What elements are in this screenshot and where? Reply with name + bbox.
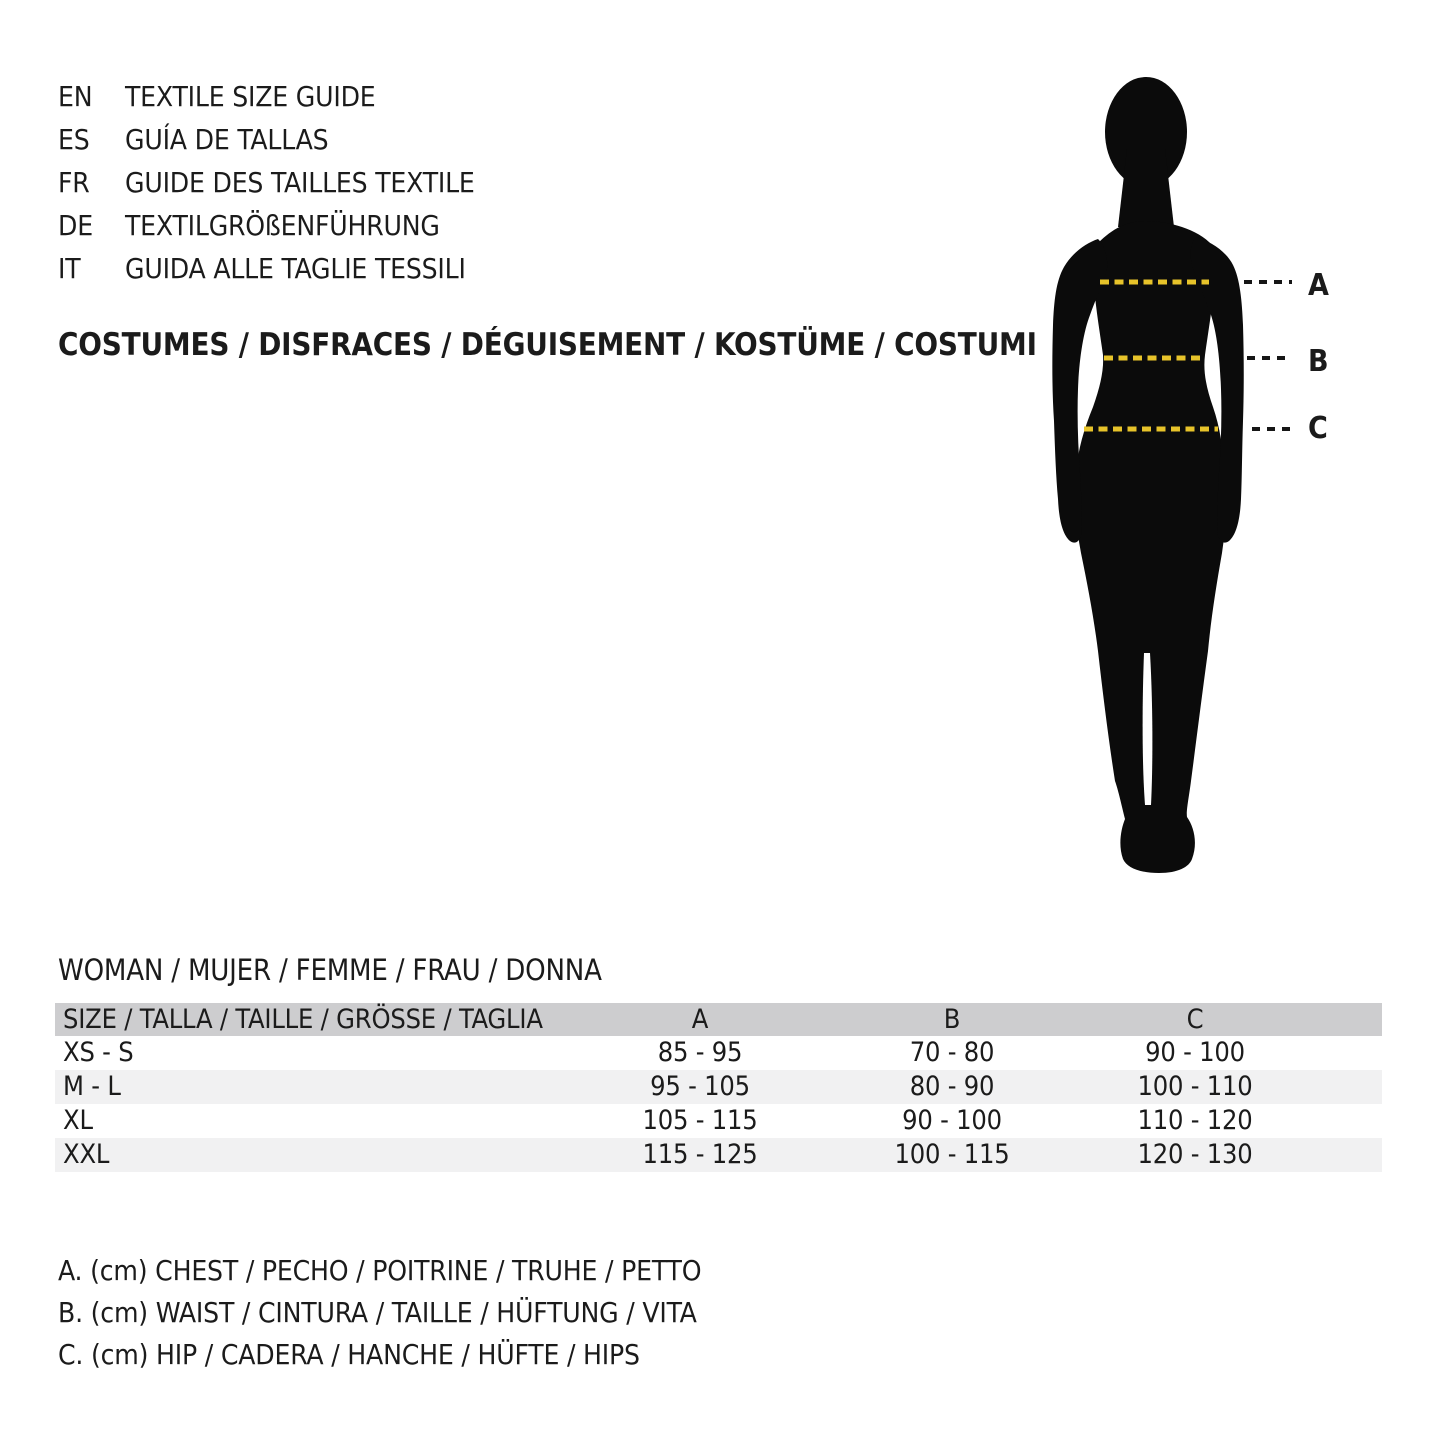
woman-silhouette-diagram bbox=[1000, 75, 1340, 885]
lang-title: GUIDA ALLE TAGLIE TESSILI bbox=[125, 252, 466, 285]
size-cell: XL bbox=[63, 1105, 93, 1136]
table-row-xs-s bbox=[55, 1036, 1382, 1070]
lang-title: TEXTILE SIZE GUIDE bbox=[125, 80, 376, 113]
size-cell: XS - S bbox=[63, 1037, 134, 1068]
lang-row-es bbox=[58, 125, 475, 168]
size-table bbox=[55, 1003, 1382, 1172]
legend-waist: B. (cm) WAIST / CINTURA / TAILLE / HÜFTUNG / VITA bbox=[58, 1296, 697, 1329]
legend-hip: C. (cm) HIP / CADERA / HANCHE / HÜFTE / HIPS bbox=[58, 1338, 640, 1371]
hip-range-cell: 120 - 130 bbox=[1137, 1139, 1253, 1170]
lang-code: DE bbox=[58, 209, 93, 242]
table-row-xl bbox=[55, 1104, 1382, 1138]
between-legs-gap bbox=[1143, 653, 1153, 805]
marker-label-a: A bbox=[1308, 268, 1329, 303]
column-header-c: C bbox=[1186, 1003, 1204, 1035]
marker-label-c: C bbox=[1308, 411, 1328, 446]
lang-code: FR bbox=[58, 166, 90, 199]
waist-range-cell: 70 - 80 bbox=[909, 1037, 995, 1068]
column-header-a: A bbox=[691, 1003, 709, 1035]
category-title: COSTUMES / DISFRACES / DÉGUISEMENT / KOSTÜME / COSTUMI bbox=[58, 327, 1037, 363]
lang-row-it bbox=[58, 254, 475, 297]
column-header-b: B bbox=[943, 1003, 961, 1035]
size-table-header-row bbox=[55, 1003, 1382, 1036]
lang-title: TEXTILGRÖßENFÜHRUNG bbox=[125, 209, 440, 242]
waist-range-cell: 80 - 90 bbox=[909, 1071, 995, 1102]
language-title-list bbox=[58, 82, 475, 297]
size-cell: M - L bbox=[63, 1071, 121, 1102]
lang-row-en bbox=[58, 82, 475, 125]
chest-range-cell: 105 - 115 bbox=[642, 1105, 758, 1136]
size-cell: XXL bbox=[63, 1139, 110, 1170]
waist-range-cell: 90 - 100 bbox=[902, 1105, 1002, 1136]
lang-code: EN bbox=[58, 80, 93, 113]
chest-range-cell: 115 - 125 bbox=[642, 1139, 758, 1170]
table-row-xxl bbox=[55, 1138, 1382, 1172]
section-title-woman: WOMAN / MUJER / FEMME / FRAU / DONNA bbox=[58, 953, 602, 987]
marker-label-b: B bbox=[1308, 344, 1329, 379]
lang-row-de bbox=[58, 211, 475, 254]
lang-code: ES bbox=[58, 123, 90, 156]
size-column-header: SIZE / TALLA / TAILLE / GRÖSSE / TAGLIA bbox=[63, 1003, 543, 1035]
lang-title: GUIDE DES TAILLES TEXTILE bbox=[125, 166, 475, 199]
chest-range-cell: 85 - 95 bbox=[657, 1037, 743, 1068]
hip-range-cell: 90 - 100 bbox=[1145, 1037, 1245, 1068]
table-row-m-l bbox=[55, 1070, 1382, 1104]
hip-range-cell: 110 - 120 bbox=[1137, 1105, 1253, 1136]
lang-row-fr bbox=[58, 168, 475, 211]
chest-range-cell: 95 - 105 bbox=[650, 1071, 750, 1102]
measurement-legend bbox=[58, 1255, 701, 1381]
hip-range-cell: 100 - 110 bbox=[1137, 1071, 1253, 1102]
legend-chest: A. (cm) CHEST / PECHO / POITRINE / TRUHE / PETTO bbox=[58, 1254, 702, 1287]
waist-range-cell: 100 - 115 bbox=[894, 1139, 1010, 1170]
lang-code: IT bbox=[58, 252, 81, 285]
measurement-figure bbox=[1000, 75, 1340, 885]
lang-title: GUÍA DE TALLAS bbox=[125, 123, 329, 156]
